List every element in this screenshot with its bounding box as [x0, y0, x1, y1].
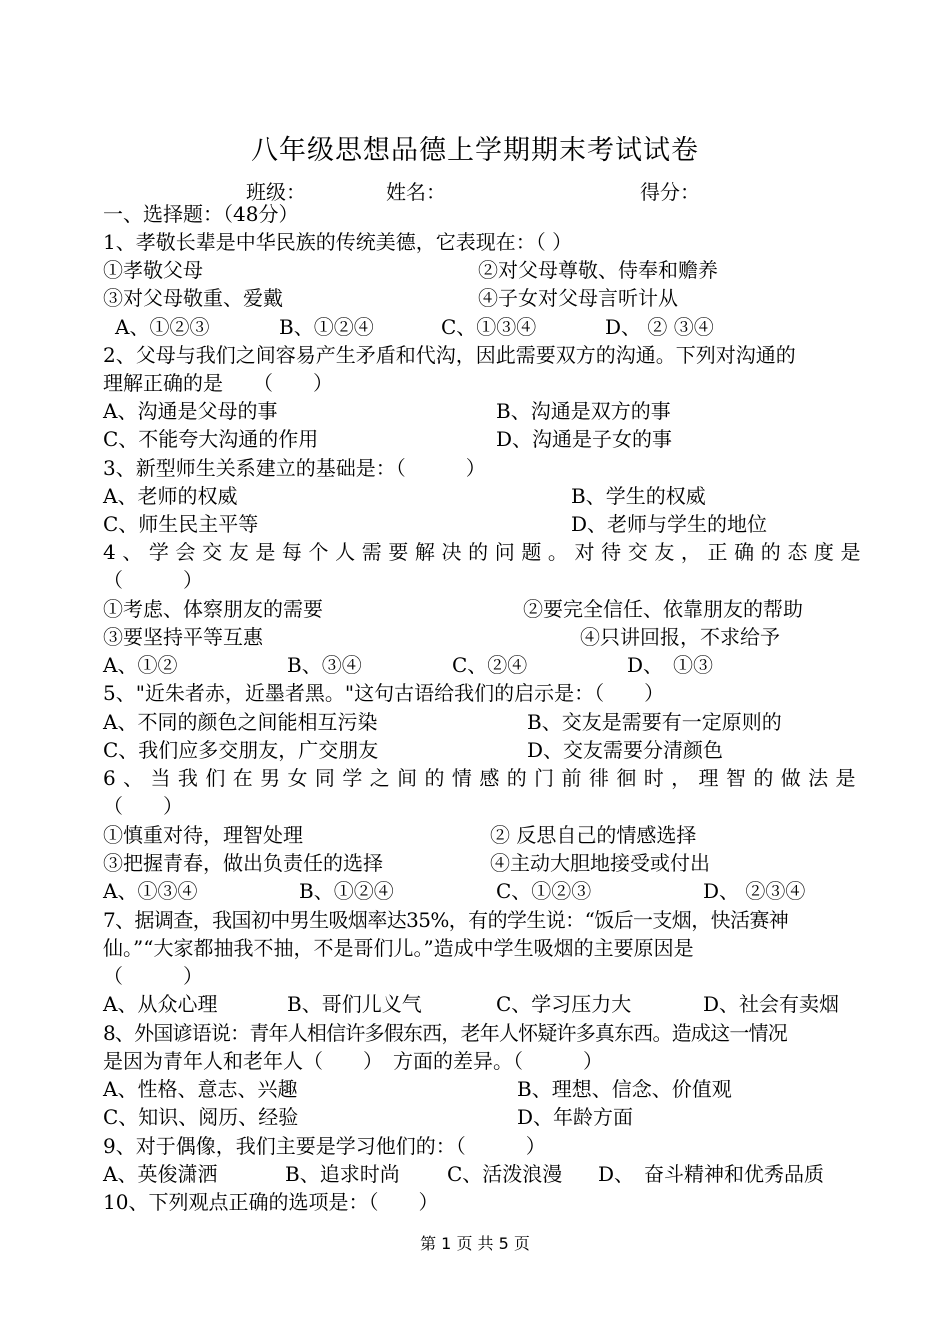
question-7-stem-end: （ ） — [103, 964, 203, 988]
question-4-stem-cont: （ ） — [103, 568, 203, 592]
q1-statement-2: ②对父母尊敬、侍奉和赡养 — [478, 258, 718, 282]
question-8-stem-cont: 是因为青年人和老年人（ ） 方面的差异。（ ） — [103, 1049, 603, 1073]
q5-option-a: A、不同的颜色之间能相互污染 — [103, 710, 378, 734]
q4-statement-4: ④只讲回报，不求给予 — [580, 625, 780, 649]
q4-statement-1: ①考虑、体察朋友的需要 — [103, 597, 323, 621]
q6-statement-4: ④主动大胆地接受或付出 — [490, 851, 710, 875]
q8-option-a: A、性格、意志、兴趣 — [103, 1077, 298, 1101]
page-footer: 第 1 页 共 5 页 — [420, 1234, 530, 1253]
q3-option-a: A、老师的权威 — [103, 484, 238, 508]
q4-option-a: A、①② — [103, 653, 178, 677]
q6-option-a: A、①③④ — [103, 879, 198, 903]
q6-statement-2: ② 反思自己的情感选择 — [490, 823, 697, 847]
q9-option-c: C、活泼浪漫 — [447, 1162, 563, 1186]
question-1-stem: 1、孝敬长辈是中华民族的传统美德，它表现在：（ ） — [103, 230, 573, 254]
question-4-stem: 4、学会交友是每个人需要解决的问题。对待交友，正确的态度是 — [103, 540, 868, 564]
q2-option-b: B、沟通是双方的事 — [496, 399, 671, 423]
q3-option-d: D、老师与学生的地位 — [571, 512, 768, 536]
question-3-stem: 3、新型师生关系建立的基础是：（ ） — [103, 456, 486, 480]
q2-option-d: D、沟通是子女的事 — [496, 427, 673, 451]
q2-option-a: A、沟通是父母的事 — [103, 399, 278, 423]
q5-option-b: B、交友是需要有一定原则的 — [527, 710, 782, 734]
q8-option-d: D、年龄方面 — [517, 1105, 634, 1129]
question-8-stem: 8、外国谚语说：青年人相信许多假东西，老年人怀疑许多真东西。造成这一情况 — [103, 1021, 787, 1045]
score-label: 得分： — [640, 180, 700, 204]
q7-option-b: B、哥们儿义气 — [287, 992, 422, 1016]
question-7-stem-cont: 仙。”“大家都抽我不抽，不是哥们儿。”造成中学生吸烟的主要原因是 — [103, 936, 694, 960]
class-label: 班级： — [246, 180, 306, 204]
q1-option-d: D、 ② ③④ — [605, 315, 714, 339]
q6-option-b: B、①②④ — [299, 879, 394, 903]
q4-statement-2: ②要完全信任、依靠朋友的帮助 — [523, 597, 803, 621]
question-2-stem-cont: 理解正确的是 （ ） — [103, 371, 333, 395]
q8-option-b: B、理想、信念、价值观 — [517, 1077, 732, 1101]
page-title: 八年级思想品德上学期期末考试试卷 — [251, 135, 699, 166]
question-6-stem-cont: （ ） — [103, 794, 183, 818]
q6-option-c: C、①②③ — [496, 879, 592, 903]
q1-option-c: C、①③④ — [441, 315, 537, 339]
q1-statement-3: ③对父母敬重、爱戴 — [103, 286, 283, 310]
q7-option-a: A、从众心理 — [103, 992, 218, 1016]
q9-option-d: D、 奋斗精神和优秀品质 — [598, 1162, 825, 1186]
q8-option-c: C、知识、阅历、经验 — [103, 1105, 299, 1129]
q3-option-c: C、师生民主平等 — [103, 512, 259, 536]
q5-option-d: D、交友需要分清颜色 — [527, 738, 724, 762]
q1-option-a: A、①②③ — [115, 315, 210, 339]
question-7-stem: 7、据调查，我国初中男生吸烟率达35%，有的学生说：“饭后一支烟，快活赛神 — [103, 908, 789, 932]
question-2-stem: 2、父母与我们之间容易产生矛盾和代沟，因此需要双方的沟通。下列对沟通的 — [103, 343, 796, 367]
q1-option-b: B、①②④ — [279, 315, 374, 339]
q3-option-b: B、学生的权威 — [571, 484, 706, 508]
q4-option-d: D、 ①③ — [627, 653, 714, 677]
q5-option-c: C、我们应多交朋友，广交朋友 — [103, 738, 379, 762]
q6-statement-1: ①慎重对待，理智处理 — [103, 823, 303, 847]
q7-option-c: C、学习压力大 — [496, 992, 632, 1016]
q4-option-c: C、②④ — [452, 653, 528, 677]
question-5-stem: 5、"近朱者赤，近墨者黑。"这句古语给我们的启示是：（ ） — [103, 681, 665, 705]
q4-option-b: B、③④ — [287, 653, 362, 677]
q4-statement-3: ③要坚持平等互惠 — [103, 625, 263, 649]
q7-option-d: D、社会有卖烟 — [703, 992, 840, 1016]
question-10-stem: 10、下列观点正确的选项是：（ ） — [103, 1190, 439, 1214]
name-label: 姓名： — [386, 180, 446, 204]
q6-statement-3: ③把握青春，做出负责任的选择 — [103, 851, 383, 875]
q9-option-a: A、英俊潇洒 — [103, 1162, 218, 1186]
q1-statement-1: ①孝敬父母 — [103, 258, 203, 282]
question-9-stem: 9、对于偶像，我们主要是学习他们的：（ ） — [103, 1134, 546, 1158]
section-heading: 一、选择题：（48分） — [103, 202, 299, 226]
q9-option-b: B、追求时尚 — [285, 1162, 400, 1186]
question-6-stem: 6、当我们在男女同学之间的情感的门前徘徊时，理智的做法是 — [103, 766, 863, 790]
q6-option-d: D、 ②③④ — [703, 879, 806, 903]
q1-statement-4: ④子女对父母言听计从 — [478, 286, 678, 310]
q2-option-c: C、不能夸大沟通的作用 — [103, 427, 319, 451]
